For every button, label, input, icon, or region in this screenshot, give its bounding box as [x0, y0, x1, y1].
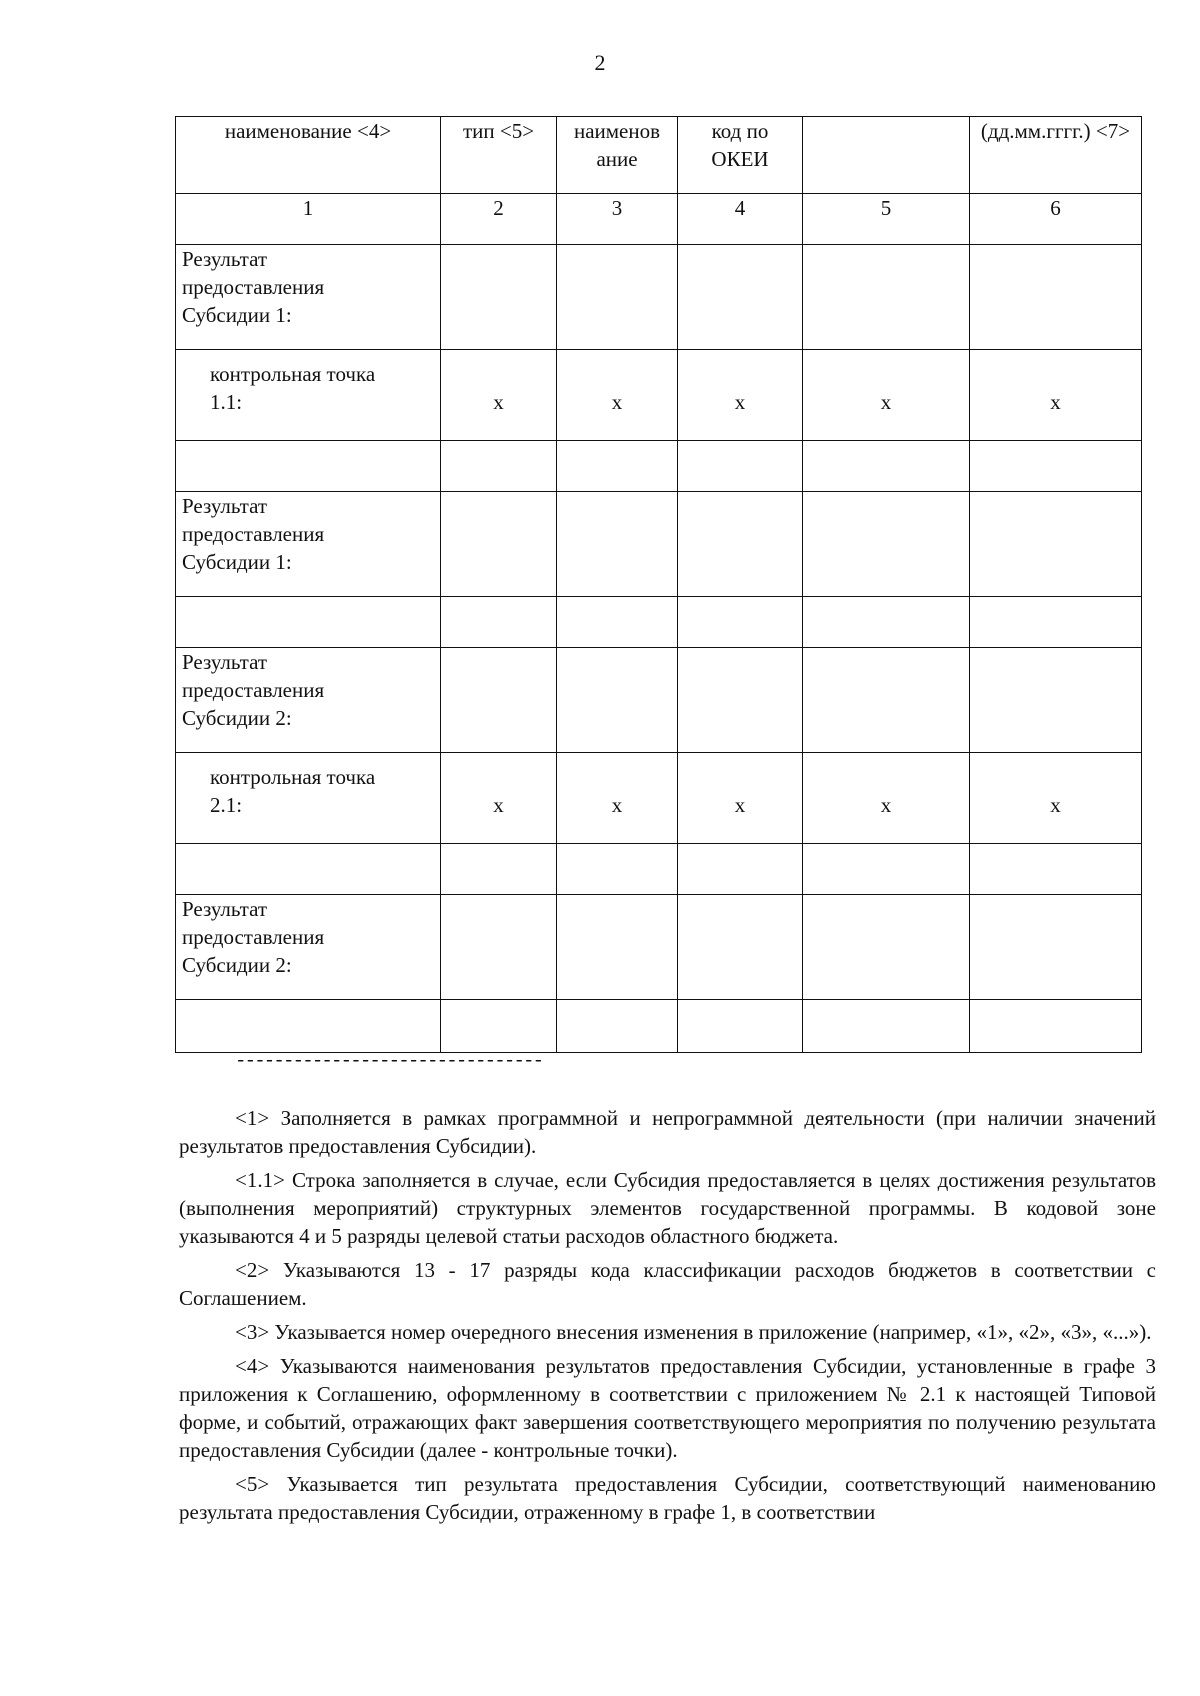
column-number: 1: [176, 194, 441, 245]
footnote: <5> Указывается тип результата предоставления Субсидии, соответствующий наименованию результата предоставления Субсидии, отраженному в графе 1, в соответствии: [179, 1472, 1156, 1524]
header-name: наименование <4>: [176, 117, 441, 194]
footnote: <1.1> Строка заполняется в случае, если Субсидия предоставляется в целях достижения результатов (выполнения мероприятий) структурных элементов государственной программы. В кодовой зоне указываются 4 и 5 разряды целевой статьи расходов областного бюджета.: [179, 1168, 1156, 1248]
table-row: [176, 648, 1142, 753]
table-row: [176, 844, 1142, 895]
table-row: [176, 492, 1142, 597]
table-header-row: [176, 117, 1142, 194]
header-date: (дд.мм.гггг.) <7>: [970, 117, 1142, 194]
table-row: [176, 597, 1142, 648]
table-row: [176, 753, 1142, 844]
not-applicable-mark: x: [970, 350, 1142, 441]
result-name: Результат предоставления Субсидии 1:: [176, 492, 441, 597]
results-table: [175, 116, 1142, 1053]
not-applicable-mark: x: [970, 753, 1142, 844]
checkpoint-name: контрольная точка 2.1:: [176, 753, 441, 844]
header-type: тип <5>: [441, 117, 557, 194]
checkpoint-name: контрольная точка 1.1:: [176, 350, 441, 441]
table-row: [176, 245, 1142, 350]
page-number: 2: [594, 50, 606, 75]
not-applicable-mark: x: [678, 753, 803, 844]
not-applicable-mark: x: [441, 753, 557, 844]
not-applicable-mark: x: [441, 350, 557, 441]
column-numbers-row: [176, 194, 1142, 245]
result-name: Результат предоставления Субсидии 1:: [176, 245, 441, 350]
result-name: Результат предоставления Субсидии 2:: [176, 895, 441, 1000]
footnotes: [179, 1104, 1156, 1532]
table-row: [176, 1000, 1142, 1053]
column-number: 6: [970, 194, 1142, 245]
table-row: [176, 895, 1142, 1000]
column-number: 3: [557, 194, 678, 245]
result-name: Результат предоставления Субсидии 2:: [176, 648, 441, 753]
footnote-separator: --------------------------------: [235, 1050, 543, 1072]
not-applicable-mark: x: [678, 350, 803, 441]
table-row: [176, 350, 1142, 441]
footnote: <3> Указывается номер очередного внесения изменения в приложение (например, «1», «2», «3», «...»).: [235, 1320, 1152, 1344]
footnote: <4> Указываются наименования результатов предоставления Субсидии, установленные в графе 3 приложения к Соглашению, оформленному в соответствии с приложением № 2.1 к настоящей Типовой форме, и событий, отражающих факт завершения соответствующего мероприятия по получению результата предоставления Субсидии (далее - контрольные точки).: [179, 1354, 1156, 1462]
column-number: 2: [441, 194, 557, 245]
not-applicable-mark: x: [557, 753, 678, 844]
footnote: <2> Указываются 13 - 17 разряды кода классификации расходов бюджетов в соответствии с Соглашением.: [179, 1258, 1156, 1310]
header-unit-name: наименов ание: [557, 117, 678, 194]
not-applicable-mark: x: [557, 350, 678, 441]
header-okei-code: код по ОКЕИ: [678, 117, 803, 194]
header-col5: [803, 117, 970, 194]
column-number: 4: [678, 194, 803, 245]
not-applicable-mark: x: [803, 753, 970, 844]
footnote: <1> Заполняется в рамках программной и непрограммной деятельности (при наличии значений результатов предоставления Субсидии).: [179, 1106, 1156, 1158]
column-number: 5: [803, 194, 970, 245]
not-applicable-mark: x: [803, 350, 970, 441]
table-row: [176, 441, 1142, 492]
